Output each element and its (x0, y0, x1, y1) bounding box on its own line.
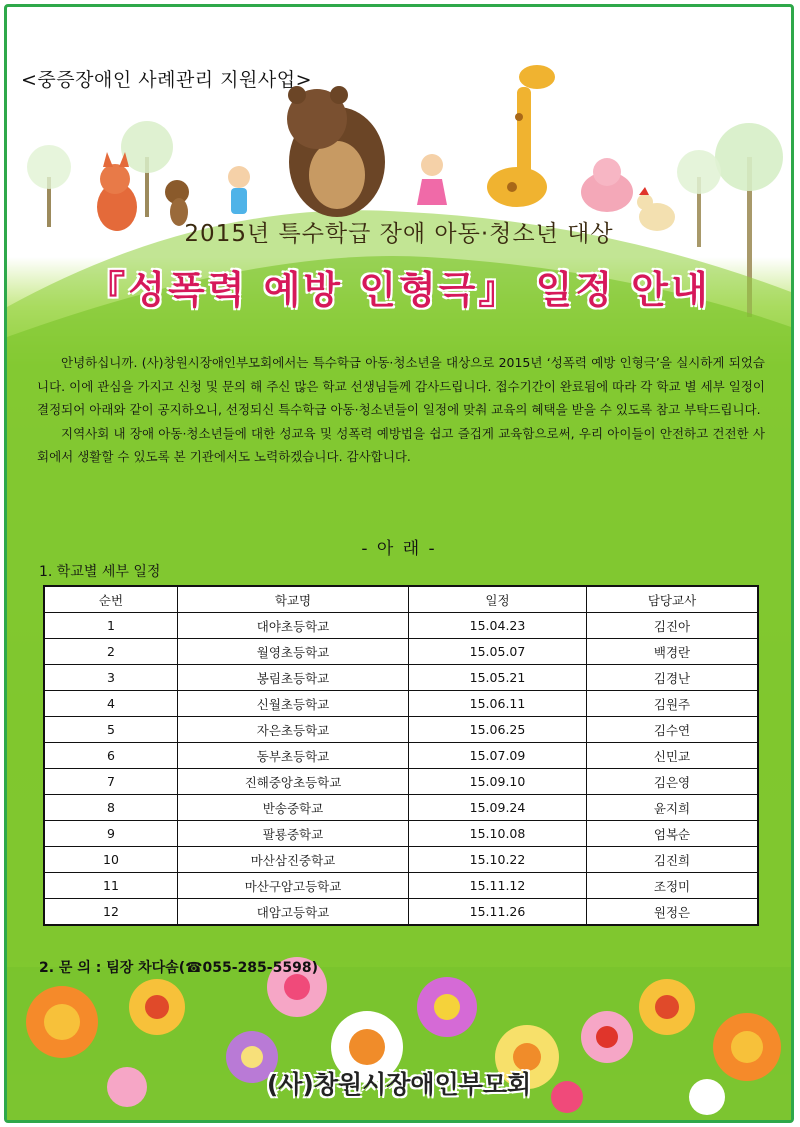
program-label: <중증장애인 사례관리 지원사업> (21, 69, 313, 91)
table-row (44, 899, 758, 926)
column-header-date: 일정 (409, 586, 587, 613)
cell-teacher: 조정미 (587, 873, 759, 899)
column-header-teacher: 담당교사 (587, 586, 759, 613)
section1-title: 1. 학교별 세부 일정 (39, 564, 161, 580)
cell-date: 15.04.23 (409, 613, 587, 639)
table-row (44, 691, 758, 717)
cell-number: 11 (44, 873, 178, 899)
cell-school: 동부초등학교 (178, 743, 409, 769)
organization-name: (사)창원시장애인부모회 (266, 1070, 532, 1099)
cell-school: 마산삼진중학교 (178, 847, 409, 873)
cell-date: 15.06.11 (409, 691, 587, 717)
cell-number: 8 (44, 795, 178, 821)
cell-teacher: 엄복순 (587, 821, 759, 847)
page-title: 『성폭력 예방 인형극』 일정 안내 (87, 268, 711, 312)
cell-teacher: 윤지희 (587, 795, 759, 821)
cell-teacher: 김원주 (587, 691, 759, 717)
cell-teacher: 김수연 (587, 717, 759, 743)
table-row (44, 873, 758, 899)
table-row (44, 847, 758, 873)
green-border-frame (4, 4, 794, 1123)
child-left-icon (228, 166, 250, 214)
cell-teacher: 원정은 (587, 899, 759, 926)
cell-school: 자은초등학교 (178, 717, 409, 743)
cell-school: 신월초등학교 (178, 691, 409, 717)
schedule-table (43, 585, 759, 926)
cell-school: 팔룡중학교 (178, 821, 409, 847)
table-row (44, 795, 758, 821)
cell-teacher: 김진아 (587, 613, 759, 639)
cell-number: 3 (44, 665, 178, 691)
girl-icon (417, 154, 447, 205)
cell-date: 15.11.26 (409, 899, 587, 926)
table-row (44, 769, 758, 795)
cell-date: 15.06.25 (409, 717, 587, 743)
cell-date: 15.05.21 (409, 665, 587, 691)
cell-school: 월영초등학교 (178, 639, 409, 665)
cell-number: 5 (44, 717, 178, 743)
cell-number: 10 (44, 847, 178, 873)
cell-number: 4 (44, 691, 178, 717)
intro-text (37, 351, 765, 469)
cell-number: 2 (44, 639, 178, 665)
title-subheading: 2015년 특수학급 장애 아동·청소년 대상 (184, 221, 614, 247)
table-header-row (44, 586, 758, 613)
contact-info: 2. 문 의 : 팀장 차다솜(☎055-285-5598) (39, 960, 318, 976)
cell-date: 15.09.10 (409, 769, 587, 795)
column-header-school: 학교명 (178, 586, 409, 613)
cell-school: 반송중학교 (178, 795, 409, 821)
cell-date: 15.07.09 (409, 743, 587, 769)
giraffe-icon (487, 65, 555, 207)
cell-date: 15.05.07 (409, 639, 587, 665)
bear-icon (287, 86, 385, 217)
table-row (44, 821, 758, 847)
cell-number: 12 (44, 899, 178, 926)
cell-date: 15.09.24 (409, 795, 587, 821)
cell-date: 15.10.08 (409, 821, 587, 847)
cell-date: 15.10.22 (409, 847, 587, 873)
cell-school: 대야초등학교 (178, 613, 409, 639)
cell-teacher: 신민교 (587, 743, 759, 769)
pig-icon (581, 158, 633, 212)
intro-paragraph-2: 지역사회 내 장애 아동·청소년들에 대한 성교육 및 성폭력 예방법을 쉽고 즐겁게 교육함으로써, 우리 아이들이 안전하고 건전한 사회에서 생활할 수 있도록 본 기관에서도 노력하겠습니다. 감사합니다. (37, 425, 765, 464)
cell-number: 9 (44, 821, 178, 847)
column-header-number: 순번 (44, 586, 178, 613)
cell-school: 진해중앙초등학교 (178, 769, 409, 795)
cell-number: 6 (44, 743, 178, 769)
table-row (44, 665, 758, 691)
cell-teacher: 백경란 (587, 639, 759, 665)
table-row (44, 639, 758, 665)
table-row (44, 613, 758, 639)
cell-number: 1 (44, 613, 178, 639)
cell-date: 15.11.12 (409, 873, 587, 899)
cell-school: 봉림초등학교 (178, 665, 409, 691)
below-heading: - 아 래 - (361, 539, 437, 559)
table-row (44, 717, 758, 743)
cell-teacher: 김경난 (587, 665, 759, 691)
intro-paragraph-1: 안녕하십니까. (사)창원시장애인부모회에서는 특수학급 아동·청소년을 대상으로 2015년 ‘성폭력 예방 인형극’을 실시하게 되었습니다. 이에 관심을 가지고 신청 및 문의 해 주신 많은 학교 선생님들께 감사드립니다. 접수기간이 완료됨에 따라 각 학교 별 세부 일정이 결정되어 아래와 같이 공지하오니, 선정되신 특수학급 아동·청소년들이 일정에 맞춰 교육의 혜택을 받을 수 있도록 참고 부탁드립니다. (37, 355, 765, 417)
cell-teacher: 김진희 (587, 847, 759, 873)
cell-teacher: 김은영 (587, 769, 759, 795)
table-row (44, 743, 758, 769)
cell-number: 7 (44, 769, 178, 795)
cell-school: 마산구암고등학교 (178, 873, 409, 899)
cell-school: 대암고등학교 (178, 899, 409, 926)
